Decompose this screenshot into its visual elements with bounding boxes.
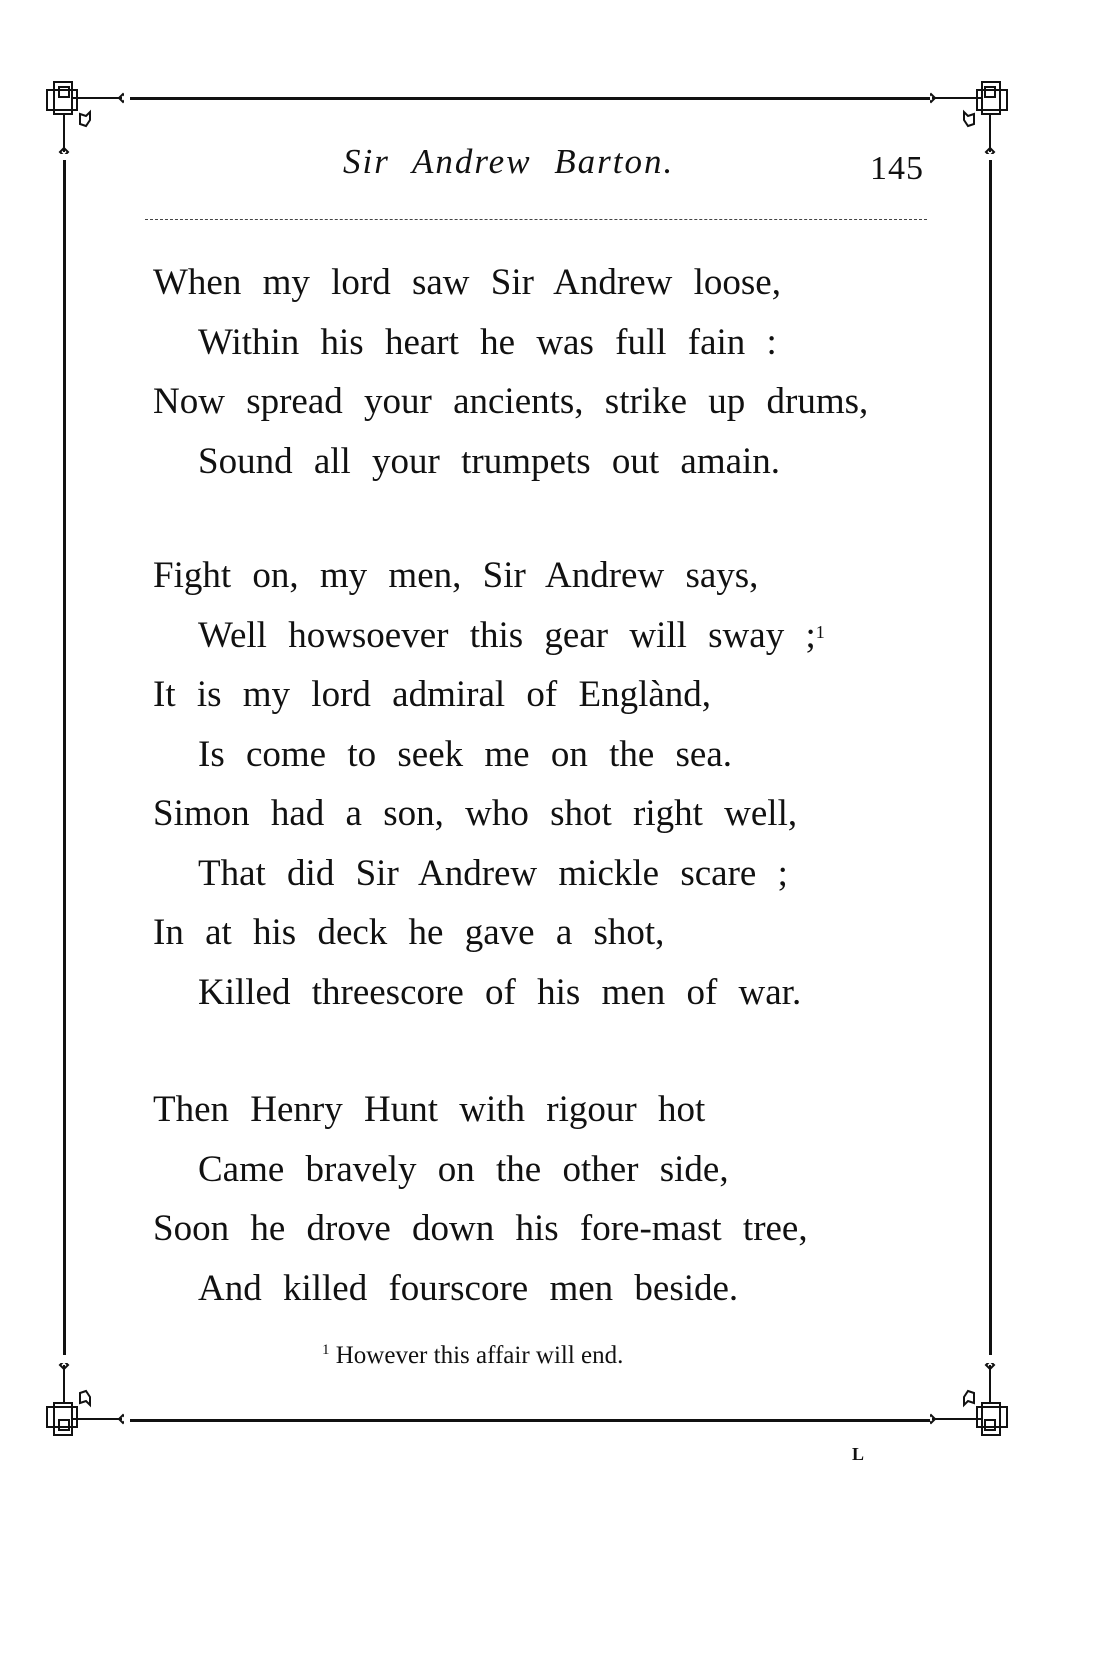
verse-text: Fight on, my men, Sir Andrew says, [153,555,759,596]
verse-text: Killed threescore of his men of war. [198,971,802,1013]
verse-text: Came bravely on the other side, [198,1148,729,1190]
verse-text: That did Sir Andrew mickle scare ; [198,852,788,894]
verse-line [198,1148,729,1192]
verse-text: In at his deck he gave a shot, [153,912,665,953]
running-title: Sir Andrew Barton. [343,142,675,181]
verse-line [153,792,797,836]
border-right [989,160,992,1355]
verse-text: Within his heart he was full fain : [198,321,777,363]
verse-text: And killed fourscore men beside. [198,1267,739,1309]
verse-line [153,1207,808,1251]
verse-text: Sound all your trumpets out amain. [198,440,781,482]
verse-line [153,380,868,424]
corner-ornament-icon [930,74,1010,154]
page-number: 145 [870,150,924,187]
verse-text: Well howsoever this gear will sway ; [198,614,816,656]
verse-line [153,261,781,305]
header-rule [145,219,927,220]
verse-text: Is come to seek me on the sea. [198,733,733,775]
verse-line [198,733,732,777]
verse-line [198,1267,738,1311]
footnote-mark: 1 [322,1342,330,1358]
footnote [322,1342,623,1370]
verse-line [153,1088,705,1132]
corner-ornament-icon [44,1363,124,1443]
verse-line [153,911,664,955]
border-bottom [130,1419,930,1422]
verse-line [198,971,801,1015]
corner-ornament-icon [44,74,124,154]
signature-mark: L [852,1444,865,1464]
verse-line [198,852,788,896]
verse-line [153,673,711,717]
verse-text: Then Henry Hunt with rigour hot [153,1089,706,1130]
verse-line [153,554,758,598]
verse-text: Soon he drove down his fore-mast tree, [153,1208,808,1249]
verse-text: Now spread your ancients, strike up drums, [153,381,869,422]
verse-line [198,440,780,484]
footnote-text: However this affair will end. [335,1342,624,1369]
verse-line [198,614,825,658]
footnote-reference: 1 [815,621,825,642]
verse-line [198,321,777,365]
corner-ornament-icon [930,1363,1010,1443]
verse-text: When my lord saw Sir Andrew loose, [153,262,781,303]
border-left [63,160,66,1355]
border-top [130,97,930,100]
verse-text: Simon had a son, who shot right well, [153,793,798,834]
verse-text: It is my lord admiral of Englànd, [153,674,712,715]
